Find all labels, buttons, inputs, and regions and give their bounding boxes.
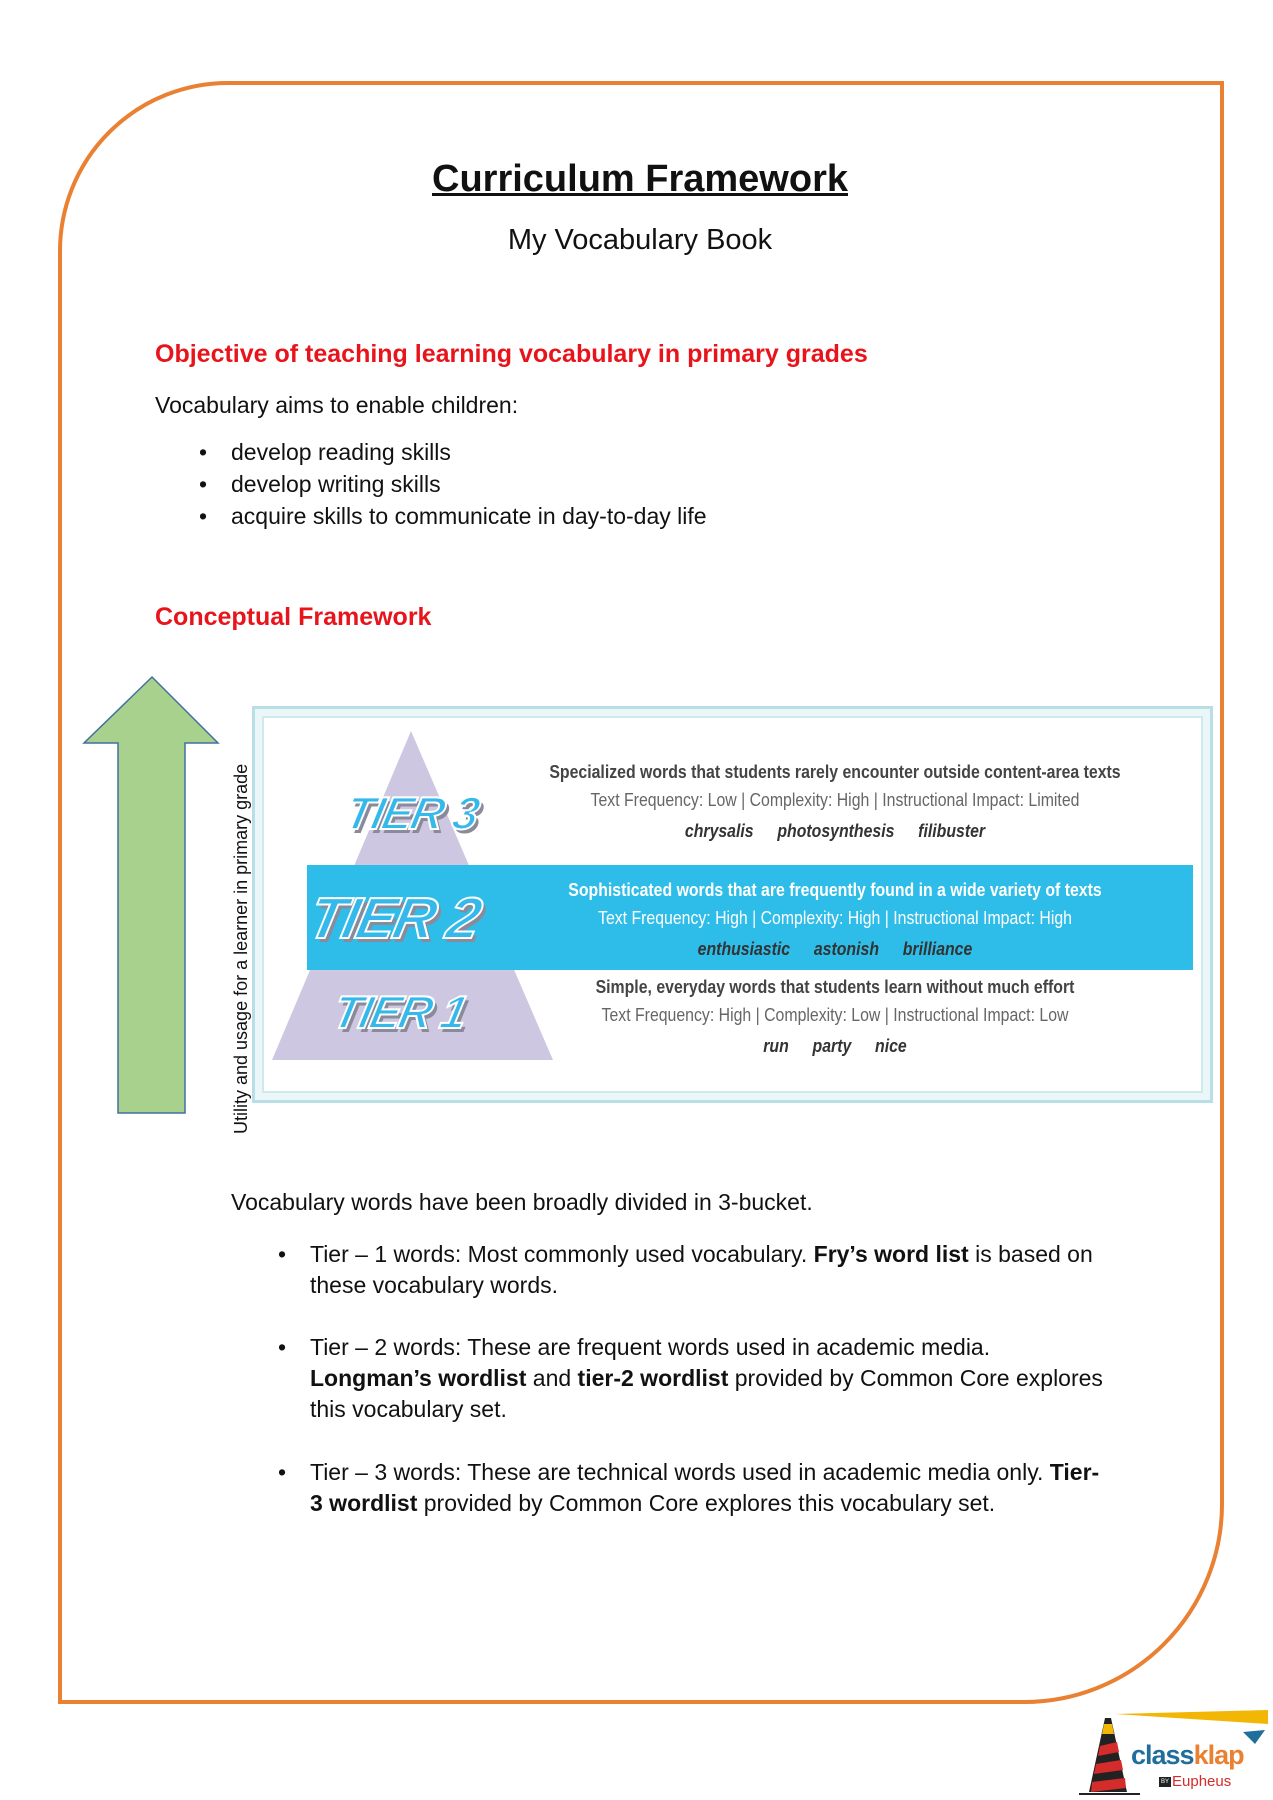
objective-intro: Vocabulary aims to enable children:: [155, 392, 519, 418]
buckets-intro: Vocabulary words have been broadly divided in 3-bucket.: [231, 1189, 813, 1215]
tier3-description: Specialized words that students rarely encounter outside content-area texts: [549, 762, 1121, 782]
bucket-tier2: • Tier – 2 words: These are frequent words used in academic media. Longman’s wordlist and tier-2 wordlist provided by Common Core explores this vocabulary set.: [310, 1332, 1110, 1425]
page-title: Curriculum Framework: [432, 158, 848, 200]
objective-item: • acquire skills to communicate in day-to-day life: [231, 503, 707, 530]
axis-label: Utility and usage for a learner in primary grade: [231, 763, 251, 1134]
logo-eupheus: Eupheus: [1172, 1773, 1232, 1790]
tier2-description: Sophisticated words that are frequently found in a wide variety of texts: [568, 880, 1102, 900]
tier2-examples: enthusiastic astonish brilliance: [697, 939, 973, 959]
tier2-stats: Text Frequency: High | Complexity: High | Instructional Impact: High: [598, 908, 1072, 928]
tier2-label: TIER 2: [303, 886, 486, 951]
tier1-stats: Text Frequency: High | Complexity: Low | Instructional Impact: Low: [601, 1005, 1069, 1025]
classklap-logo: [1075, 1700, 1273, 1800]
tier3-examples: chrysalis photosynthesis filibuster: [684, 821, 986, 841]
bucket-tier3: • Tier – 3 words: These are technical words used in academic media only. Tier-3 wordlist provided by Common Core explores this vocabulary set.: [310, 1457, 1110, 1519]
framework-heading: Conceptual Framework: [155, 603, 432, 631]
bucket-tier1: • Tier – 1 words: Most commonly used vocabulary. Fry’s word list is based on these vocabulary words.: [310, 1239, 1130, 1301]
logo-class: class: [1131, 1740, 1194, 1770]
page-subtitle: My Vocabulary Book: [507, 224, 773, 256]
tier1-label: TIER 1: [328, 986, 471, 1038]
tier1-description: Simple, everyday words that students learn without much effort: [595, 977, 1075, 997]
tier3-stats: Text Frequency: Low | Complexity: High | Instructional Impact: Limited: [590, 790, 1080, 810]
objective-item: • develop reading skills: [231, 439, 451, 466]
tier1-examples: run party nice: [763, 1036, 907, 1056]
up-arrow-icon: [80, 672, 225, 1117]
tier3-label: TIER 3: [340, 787, 483, 839]
objective-heading: Objective of teaching learning vocabulary in primary grades: [155, 340, 868, 368]
logo-klap: klap: [1193, 1740, 1244, 1770]
logo-by: BY: [1161, 1779, 1170, 1785]
objective-item: • develop writing skills: [231, 471, 441, 498]
